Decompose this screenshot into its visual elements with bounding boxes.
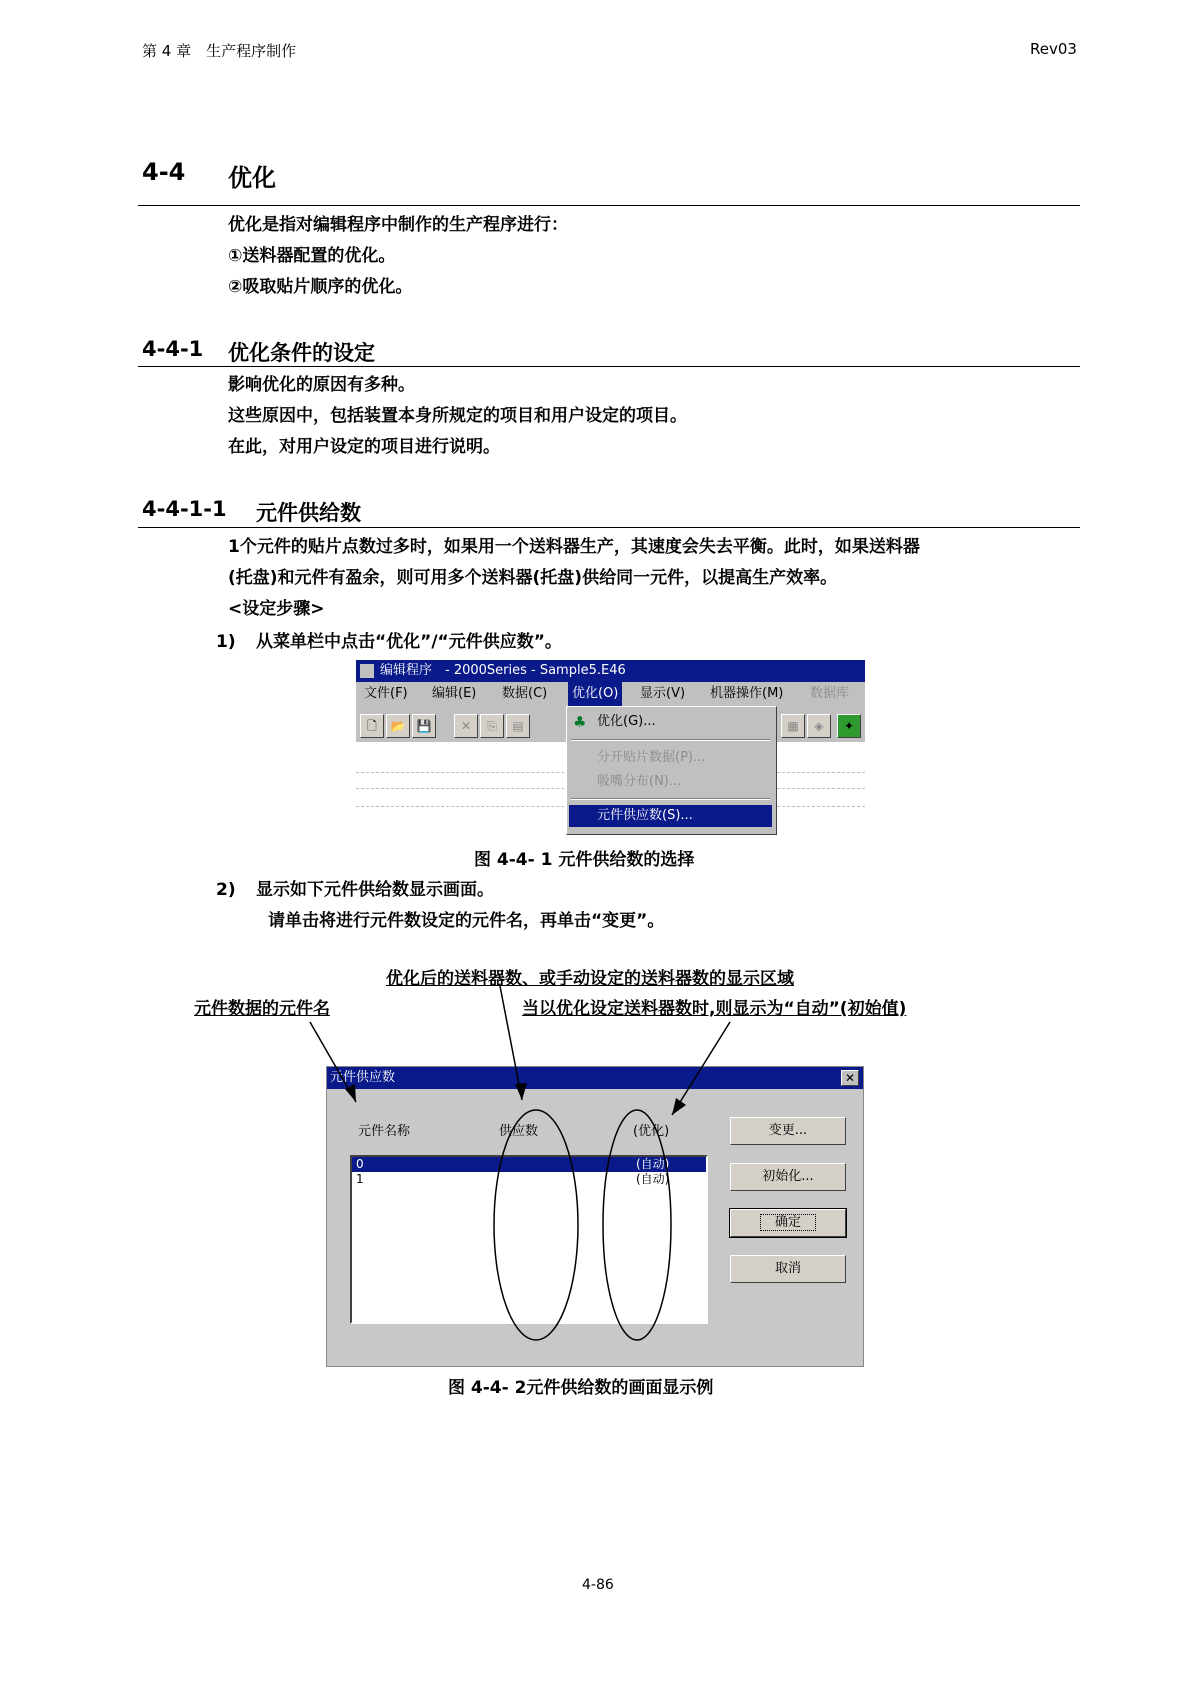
intro-line: 优化是指对编辑程序中制作的生产程序进行： [228, 215, 568, 235]
step2-text: 显示如下元件供给数显示画面。 [256, 880, 494, 900]
menu-item-component-supply[interactable]: 元件供应数(S)... [569, 805, 772, 827]
step2-subtext: 请单击将进行元件数设定的元件名，再单击“变更”。 [268, 911, 665, 931]
step1-text: 从菜单栏中点击“优化”/“元件供应数”。 [256, 632, 562, 652]
body-line: 这些原因中，包括装置本身所规定的项目和用户设定的项目。 [228, 406, 687, 426]
close-icon[interactable]: ✕ [841, 1070, 859, 1086]
body-line: (托盘)和元件有盈余，则可用多个送料器(托盘)供给同一元件，以提高生产效率。 [228, 568, 838, 588]
arrowhead [515, 1083, 527, 1100]
steps-heading: <设定步骤> [228, 599, 325, 619]
menu-optimize[interactable]: 优化(O) [568, 682, 622, 706]
figure1-caption: 图 4-4- 1 元件供给数的选择 [474, 850, 695, 870]
body-line: 1个元件的贴片点数过多时，如果用一个送料器生产，其速度会失去平衡。此时，如果送料器 [228, 537, 920, 557]
tool-icon[interactable]: ▦ [781, 714, 805, 738]
intro-line: ①送料器配置的优化。 [228, 246, 396, 266]
menu-data[interactable]: 数据(C) [502, 686, 548, 701]
new-file-icon[interactable]: 🗋 [360, 714, 384, 738]
step1-number: 1) [216, 632, 236, 652]
menu-edit[interactable]: 编辑(E) [432, 686, 477, 701]
menu-file[interactable]: 文件(F) [364, 686, 408, 701]
menu-database[interactable]: 数据库 [810, 686, 850, 701]
column-header-name: 元件名称 [358, 1124, 411, 1139]
change-button[interactable]: 变更... [730, 1117, 846, 1145]
subsection-title: 优化条件的设定 [228, 341, 375, 365]
dialog-title: 元件供应数 [330, 1070, 396, 1085]
section-number: 4-4 [142, 158, 186, 186]
cancel-button[interactable]: 取消 [730, 1255, 846, 1283]
pointer-line [500, 986, 522, 1100]
annotation-auto: 当以优化设定送料器数时,则显示为“自动”(初始值) [522, 999, 907, 1019]
figure2-caption: 图 4-4- 2元件供给数的画面显示例 [448, 1378, 714, 1398]
open-folder-icon[interactable]: 📂 [386, 714, 410, 738]
row-name: 0 [356, 1157, 364, 1171]
box-icon[interactable]: ◈ [807, 714, 831, 738]
menu-view[interactable]: 显示(V) [640, 686, 686, 701]
intro-line: ②吸取贴片顺序的优化。 [228, 277, 413, 297]
menu-item-label: 优化(G)... [597, 714, 656, 729]
annotation-display-area: 优化后的送料器数、或手动设定的送料器数的显示区域 [386, 969, 794, 989]
cut-icon[interactable]: ✕ [454, 714, 478, 738]
optimize-icon: ♣ [573, 713, 587, 731]
supply-column-ellipse [494, 1110, 578, 1340]
window-title: 编辑程序 - 2000Series - Sample5.E46 [380, 663, 626, 678]
optimize-column-ellipse [603, 1110, 671, 1340]
run-icon[interactable]: ✦ [837, 714, 861, 738]
row-optimize: (自动) [636, 1157, 670, 1171]
chapter-header: 第 4 章 生产程序制作 [142, 42, 297, 60]
column-header-optimize: (优化) [633, 1124, 670, 1139]
row-name: 1 [356, 1172, 364, 1186]
subsubsection-number: 4-4-1-1 [142, 497, 227, 521]
revision-label: Rev03 [1030, 40, 1077, 58]
menu-item-nozzle-distribution[interactable]: 吸嘴分布(N)... [597, 774, 682, 789]
menu-machine[interactable]: 机器操作(M) [710, 686, 784, 701]
pointer-line [672, 1022, 730, 1115]
step2-number: 2) [216, 880, 236, 900]
body-line: 在此，对用户设定的项目进行说明。 [228, 437, 500, 457]
save-icon[interactable]: 💾 [412, 714, 436, 738]
copy-icon[interactable]: ⎘ [480, 714, 504, 738]
row-optimize: (自动) [636, 1172, 670, 1186]
arrowhead [672, 1098, 686, 1115]
ok-button-label: 确定 [760, 1214, 816, 1231]
page-number: 4-86 [582, 1577, 614, 1593]
annotation-component-name: 元件数据的元件名 [194, 999, 330, 1019]
section-title: 优化 [228, 164, 276, 192]
subsubsection-title: 元件供给数 [256, 501, 361, 525]
column-header-supply: 供应数 [499, 1124, 539, 1139]
paste-icon[interactable]: ▤ [506, 714, 530, 738]
menu-item-split-data[interactable]: 分开贴片数据(P)... [597, 750, 706, 765]
subsection-number: 4-4-1 [142, 337, 204, 361]
initialize-button[interactable]: 初始化... [730, 1163, 846, 1191]
body-line: 影响优化的原因有多种。 [228, 375, 415, 395]
